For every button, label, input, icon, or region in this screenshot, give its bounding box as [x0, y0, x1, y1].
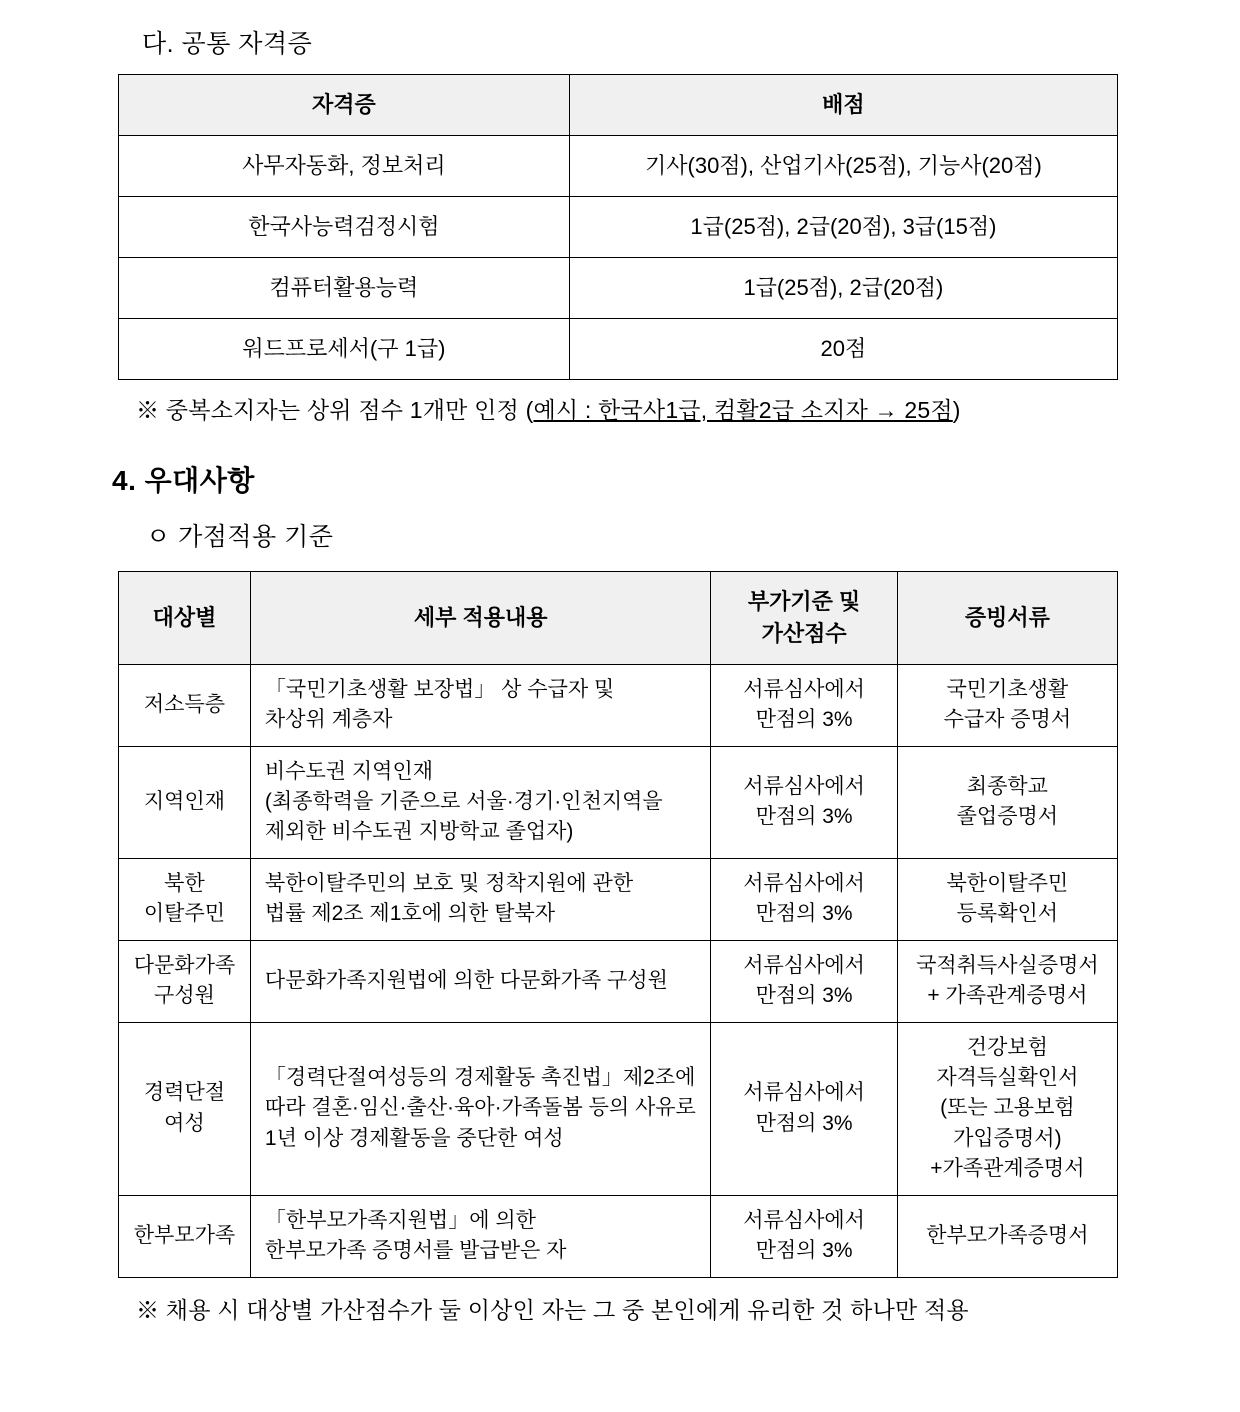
- target-line: 다문화가족: [133, 953, 236, 977]
- document-line: 등록확인서: [956, 902, 1059, 926]
- cell-detail: [250, 858, 711, 940]
- cell-criteria: [711, 746, 897, 858]
- cell-criteria: [711, 664, 897, 746]
- criteria-line: 서류심사에서: [743, 1081, 865, 1105]
- table-row: [119, 940, 1118, 1022]
- cell-documents: [897, 858, 1117, 940]
- target-line: 이탈주민: [143, 902, 226, 926]
- criteria-header-line2: 가산점수: [761, 620, 847, 646]
- detail-line: 제외한 비수도권 지방학교 졸업자): [264, 820, 574, 844]
- document-line: 자격득실확인서: [936, 1066, 1079, 1090]
- criteria-line: 만점의 3%: [755, 708, 853, 732]
- cell-target: [119, 858, 251, 940]
- target-line: 여성: [164, 1111, 205, 1135]
- table-row: [119, 257, 1118, 318]
- duplicate-certificate-note: [136, 392, 1180, 425]
- column-header-certificate: 자격증: [119, 75, 570, 136]
- cell-documents: [897, 1022, 1117, 1195]
- cell-score: 1급(25점), 2급(20점), 3급(15점): [569, 196, 1117, 257]
- detail-line: 「경력단절여성등의 경제활동 촉진법」제2조에: [264, 1066, 696, 1090]
- cell-score: 1급(25점), 2급(20점): [569, 257, 1117, 318]
- table-header-row: [119, 75, 1118, 136]
- detail-line: 따라 결혼·임신·출산·육아·가족돌봄 등의 사유로: [264, 1096, 696, 1120]
- table-row: [119, 746, 1118, 858]
- detail-line: 차상위 계층자: [264, 708, 393, 732]
- cell-score: 기사(30점), 산업기사(25점), 기능사(20점): [569, 135, 1117, 196]
- cell-score: 20점: [569, 318, 1117, 379]
- cell-documents: [897, 1195, 1117, 1277]
- cell-certificate: 컴퓨터활용능력: [119, 257, 570, 318]
- cell-detail: [250, 1195, 711, 1277]
- criteria-line: 만점의 3%: [755, 1111, 853, 1135]
- cell-criteria: [711, 940, 897, 1022]
- section-4-heading: 4. 우대사항: [112, 464, 255, 496]
- detail-line: 「국민기초생활 보장법」 상 수급자 및: [264, 677, 615, 701]
- cell-detail: [250, 1022, 711, 1195]
- criteria-line: 만점의 3%: [755, 984, 853, 1008]
- section-c-heading: 다. 공통 자격증: [142, 30, 313, 58]
- table-row: [119, 196, 1118, 257]
- cell-certificate: 워드프로세서(구 1급): [119, 318, 570, 379]
- note-prefix: ※ 중복소지자는 상위 점수 1개만 인정 (: [136, 396, 534, 423]
- cell-certificate: 사무자동화, 정보처리: [119, 135, 570, 196]
- cell-target: [119, 1022, 251, 1195]
- target-line: 경력단절: [143, 1081, 226, 1105]
- column-header-target: 대상별: [119, 571, 251, 664]
- criteria-header-line1: 부가기준 및: [747, 588, 861, 614]
- document-line: 최종학교: [966, 774, 1048, 798]
- column-header-documents: 증빙서류: [897, 571, 1117, 664]
- document-line: +가족관계증명서: [930, 1157, 1085, 1181]
- criteria-line: 만점의 3%: [755, 1239, 853, 1263]
- cell-documents: [897, 940, 1117, 1022]
- document-line: 북한이탈주민: [946, 871, 1069, 895]
- criteria-line: 서류심사에서: [743, 953, 865, 977]
- cell-target: 지역인재: [119, 746, 251, 858]
- cell-certificate: 한국사능력검정시험: [119, 196, 570, 257]
- criteria-line: 서류심사에서: [743, 774, 865, 798]
- detail-line: (최종학력을 기준으로 서울·경기·인천지역을: [264, 789, 663, 813]
- table-row: [119, 1022, 1118, 1195]
- table-row: [119, 664, 1118, 746]
- document-line: 국적취득사실증명서: [916, 953, 1099, 977]
- cell-documents: [897, 746, 1117, 858]
- note-example: 예시 : 한국사1급, 컴활2급 소지자 → 25점: [533, 396, 953, 423]
- table-header-row: [119, 571, 1118, 664]
- column-header-score: 배점: [569, 75, 1117, 136]
- detail-line: 비수도권 지역인재: [264, 759, 434, 783]
- cell-detail: [250, 940, 711, 1022]
- column-header-detail: 세부 적용내용: [250, 571, 711, 664]
- document-line: 수급자 증명서: [943, 708, 1072, 732]
- target-line: 구성원: [154, 984, 215, 1008]
- table-row: [119, 1195, 1118, 1277]
- preference-points-table: [118, 571, 1118, 1278]
- cell-detail: [250, 746, 711, 858]
- criteria-line: 서류심사에서: [743, 871, 865, 895]
- table-row: [119, 318, 1118, 379]
- cell-documents: [897, 664, 1117, 746]
- common-certificate-table: [118, 74, 1118, 380]
- cell-criteria: [711, 858, 897, 940]
- document-line: 한부모가족증명서: [926, 1224, 1089, 1248]
- criteria-line: 만점의 3%: [755, 902, 853, 926]
- document-line: (또는 고용보험: [940, 1096, 1075, 1120]
- detail-line: 북한이탈주민의 보호 및 정착지원에 관한: [264, 871, 634, 895]
- document-line: 국민기초생활: [946, 677, 1069, 701]
- table-row: [119, 858, 1118, 940]
- table-row: [119, 135, 1118, 196]
- criteria-line: 서류심사에서: [743, 1208, 865, 1232]
- detail-line: 1년 이상 경제활동을 중단한 여성: [264, 1126, 564, 1150]
- criteria-line: 만점의 3%: [755, 805, 853, 829]
- criteria-line: 서류심사에서: [743, 677, 865, 701]
- detail-line: 한부모가족 증명서를 발급받은 자: [264, 1239, 567, 1263]
- cell-target: [119, 940, 251, 1022]
- cell-target: 저소득층: [119, 664, 251, 746]
- document-line: + 가족관계증명서: [927, 984, 1088, 1008]
- section-4-subheading: ㅇ 가점적용 기준: [146, 522, 334, 551]
- note-suffix: ): [952, 396, 961, 423]
- target-line: 북한: [164, 871, 205, 895]
- cell-criteria: [711, 1022, 897, 1195]
- document-line: 졸업증명서: [956, 805, 1059, 829]
- cell-target: 한부모가족: [119, 1195, 251, 1277]
- cell-criteria: [711, 1195, 897, 1277]
- detail-line: 「한부모가족지원법」에 의한: [264, 1208, 536, 1232]
- column-header-criteria: [711, 571, 897, 664]
- cell-detail: [250, 664, 711, 746]
- bonus-point-note: ※ 채용 시 대상별 가산점수가 둘 이상인 자는 그 중 본인에게 유리한 것 하나만 적용: [136, 1296, 969, 1323]
- detail-line: 다문화가족지원법에 의한 다문화가족 구성원: [264, 968, 668, 992]
- detail-line: 법률 제2조 제1호에 의한 탈북자: [264, 902, 556, 926]
- document-line: 가입증명서): [953, 1126, 1062, 1150]
- document-line: 건강보험: [966, 1035, 1048, 1059]
